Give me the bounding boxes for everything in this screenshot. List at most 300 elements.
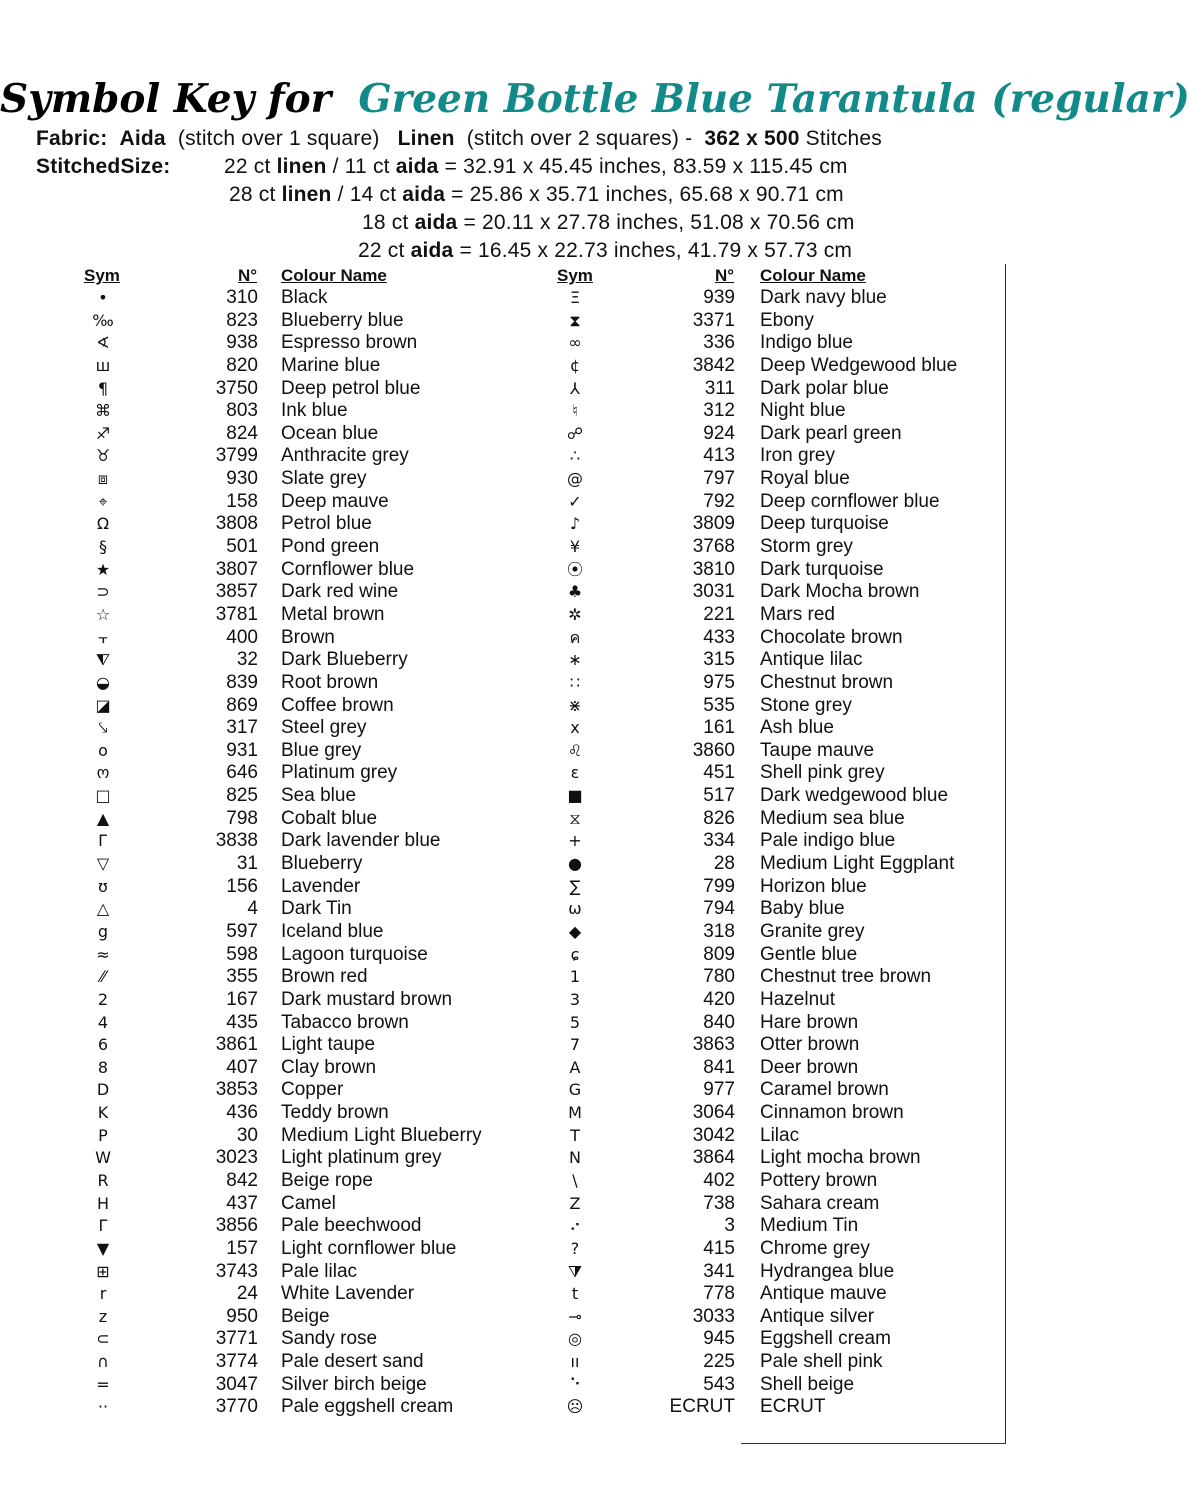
stitched-size-line <box>229 183 844 207</box>
colour-number: 3808 <box>215 513 258 535</box>
symbol: ∞ <box>568 333 582 353</box>
colour-number: 3768 <box>692 536 735 558</box>
size-aida: aida <box>414 211 458 234</box>
colour-name: Pottery brown <box>760 1169 878 1191</box>
colour-number: 840 <box>703 1011 735 1033</box>
symbol: § <box>99 537 107 557</box>
colour-name: Pale shell pink <box>760 1351 883 1373</box>
colour-name: Storm grey <box>760 536 853 558</box>
colour-name: Blueberry <box>281 853 363 875</box>
colour-number: 597 <box>226 920 258 942</box>
colour-number: ECRUT <box>669 1396 735 1418</box>
symbol: R <box>97 1170 109 1190</box>
colour-number: 977 <box>703 1079 735 1101</box>
colour-name: Black <box>281 287 328 308</box>
symbol: ¥ <box>569 537 581 557</box>
colour-name: Beige rope <box>281 1169 373 1191</box>
colour-name: Root brown <box>281 671 379 693</box>
colour-name: Cornflower blue <box>281 558 415 580</box>
symbol: = <box>96 1374 110 1394</box>
symbol: ⊂ <box>96 1329 110 1349</box>
colour-number: 3031 <box>692 581 735 603</box>
colour-name: Gentle blue <box>760 943 858 965</box>
symbol: ☍ <box>566 423 584 443</box>
size-dims: = 20.11 x 27.78 inches, 51.08 x 70.56 cm <box>463 211 855 234</box>
symbol: ω <box>568 899 582 919</box>
colour-number: 32 <box>236 649 258 671</box>
symbol: @ <box>567 469 583 489</box>
colour-name: Taupe mauve <box>760 739 875 761</box>
colour-number: 3799 <box>215 445 258 467</box>
colour-name: Ink blue <box>281 400 348 422</box>
symbol: r <box>99 1284 107 1304</box>
symbol: ★ <box>95 559 111 579</box>
colour-number: 3807 <box>215 558 258 580</box>
symbol: P <box>98 1125 108 1145</box>
colour-name: Lavender <box>281 875 361 897</box>
colour-number: 950 <box>226 1305 258 1327</box>
header-num: N° <box>715 266 735 285</box>
colour-number: 778 <box>703 1283 735 1305</box>
colour-number: 3842 <box>692 354 735 376</box>
colour-name: Pale indigo blue <box>760 830 896 852</box>
symbol: ◒ <box>96 672 110 692</box>
colour-number: 336 <box>703 332 735 354</box>
symbol: ♌ <box>567 740 583 760</box>
size-linen: linen <box>281 183 332 206</box>
header-sym: Sym <box>84 266 120 285</box>
colour-name: Dark mustard brown <box>281 988 453 1010</box>
colour-name: Deep cornflower blue <box>760 490 940 512</box>
symbol: D <box>96 1080 110 1100</box>
colour-name: Platinum grey <box>281 762 398 784</box>
colour-number: 420 <box>703 988 735 1010</box>
symbol: ʊ <box>98 876 108 896</box>
colour-number: 3860 <box>692 739 735 761</box>
header-sym: Sym <box>557 266 593 285</box>
symbol: N <box>569 1148 581 1168</box>
symbol: \ <box>572 1170 578 1190</box>
symbol: 8 <box>97 1057 109 1077</box>
colour-number: 738 <box>703 1192 735 1214</box>
symbol: ε <box>570 763 580 783</box>
colour-number: 3863 <box>692 1034 735 1056</box>
symbol: 1 <box>569 967 581 987</box>
symbol: ⌖ <box>98 491 108 511</box>
symbol: ⧗ <box>569 310 581 330</box>
symbol: ⫟ <box>98 627 108 647</box>
symbol: ? <box>570 1238 580 1258</box>
colour-number: 433 <box>703 626 735 648</box>
symbol: ♣ <box>567 582 583 602</box>
size-count: 22 ct <box>358 239 405 262</box>
symbol: ☹ <box>566 1397 584 1417</box>
colour-number: 924 <box>703 422 735 444</box>
symbol: ▲ <box>96 808 110 828</box>
symbol: ♮ <box>572 401 578 421</box>
fabric-stitches: Stitches <box>805 127 882 150</box>
size-mid: / 11 ct <box>332 155 390 178</box>
colour-name: Light taupe <box>281 1034 376 1056</box>
colour-number: 451 <box>703 762 735 784</box>
symbol: G <box>568 1080 582 1100</box>
size-linen: linen <box>276 155 327 178</box>
colour-name: Chestnut tree brown <box>760 966 932 988</box>
symbol: ⋇ <box>568 695 582 715</box>
symbol: ≈ <box>96 944 110 964</box>
symbol: ค <box>569 627 581 647</box>
colour-number: 28 <box>713 853 735 875</box>
stitched-size-line <box>358 239 852 263</box>
fabric-aida: Aida <box>119 127 166 150</box>
symbol: 6 <box>97 1035 109 1055</box>
symbol: ☆ <box>95 604 111 624</box>
colour-number: 3857 <box>215 581 258 603</box>
colour-number: 799 <box>703 875 735 897</box>
symbol: ⅄ <box>570 378 580 398</box>
colour-number: 841 <box>703 1056 735 1078</box>
symbol: M <box>568 1103 582 1123</box>
colour-name: Light platinum grey <box>281 1147 442 1169</box>
symbol: + <box>568 831 582 851</box>
fabric-linen-note: (stitch over 2 squares) - <box>466 127 693 150</box>
colour-name: Dark lavender blue <box>281 830 441 852</box>
symbol: ∢ <box>96 333 110 353</box>
colour-name: Antique lilac <box>760 649 863 671</box>
colour-number: 3810 <box>692 558 735 580</box>
colour-name: Ash blue <box>760 717 834 739</box>
symbol: ▼ <box>96 1238 110 1258</box>
colour-name: Royal blue <box>760 468 850 490</box>
symbol: Γ <box>98 1216 108 1236</box>
colour-number: 3864 <box>692 1147 735 1169</box>
symbol: ⧖ <box>569 808 581 828</box>
symbol: ⦿ <box>566 559 583 579</box>
colour-name: Iron grey <box>760 445 835 467</box>
colour-name: Hydrangea blue <box>760 1260 895 1282</box>
colour-number: 939 <box>703 287 735 308</box>
colour-name: Chrome grey <box>760 1237 870 1259</box>
symbol: ▽ <box>96 854 110 874</box>
colour-name: Dark navy blue <box>760 287 887 308</box>
symbol: x <box>570 718 580 738</box>
colour-number: 341 <box>703 1260 735 1282</box>
colour-number: 3033 <box>692 1305 735 1327</box>
colour-number: 3771 <box>215 1328 258 1350</box>
colour-number: 310 <box>226 287 258 308</box>
colour-name: Anthracite grey <box>281 445 409 467</box>
colour-name: Dark polar blue <box>760 377 889 399</box>
colour-number: 225 <box>703 1351 735 1373</box>
size-count: 22 ct <box>224 155 271 178</box>
colour-name: Brown red <box>281 966 368 988</box>
colour-name: Light cornflower blue <box>281 1237 457 1259</box>
colour-number: 402 <box>703 1169 735 1191</box>
border-line-vertical <box>1005 264 1006 1444</box>
colour-name: Teddy brown <box>281 1102 389 1124</box>
size-mid: / 14 ct <box>337 183 397 206</box>
size-dims: = 25.86 x 35.71 inches, 65.68 x 90.71 cm <box>451 183 844 206</box>
colour-number: 437 <box>226 1192 258 1214</box>
colour-name: Mars red <box>760 603 835 625</box>
colour-number: 825 <box>226 785 258 807</box>
colour-name: White Lavender <box>281 1283 415 1305</box>
header-colour-name: Colour Name <box>760 266 866 285</box>
colour-name: Eggshell cream <box>760 1328 891 1350</box>
symbol: ◆ <box>568 921 582 941</box>
colour-number: 517 <box>703 785 735 807</box>
colour-name: Ebony <box>760 309 814 331</box>
symbol: g <box>97 921 109 941</box>
colour-name: Clay brown <box>281 1056 377 1078</box>
symbol: ✲ <box>568 604 582 624</box>
colour-number: 415 <box>703 1237 735 1259</box>
symbol: W <box>95 1148 111 1168</box>
symbol: ⧨ <box>95 650 111 670</box>
colour-number: 501 <box>226 536 258 558</box>
colour-name: Chocolate brown <box>760 626 903 648</box>
colour-number: 598 <box>226 943 258 965</box>
colour-name: Coffee brown <box>281 694 394 716</box>
colour-name: ECRUT <box>760 1396 826 1418</box>
colour-number: 3371 <box>692 309 735 331</box>
size-aida: aida <box>402 183 446 206</box>
colour-number: 792 <box>703 490 735 512</box>
colour-number: 158 <box>226 490 258 512</box>
colour-number: 869 <box>226 694 258 716</box>
colour-number: 317 <box>226 717 258 739</box>
stitched-size-line <box>224 155 848 179</box>
colour-number: 842 <box>226 1169 258 1191</box>
colour-name: Dark turquoise <box>760 558 884 580</box>
colour-number: 3750 <box>215 377 258 399</box>
colour-number: 820 <box>226 354 258 376</box>
colour-number: 436 <box>226 1102 258 1124</box>
symbol: ✓ <box>568 491 582 511</box>
colour-number: 823 <box>226 309 258 331</box>
colour-number: 318 <box>703 920 735 942</box>
symbol: K <box>97 1103 109 1123</box>
colour-number: 826 <box>703 807 735 829</box>
colour-name: Slate grey <box>281 468 367 490</box>
colour-name: Blueberry blue <box>281 309 404 331</box>
colour-number: 435 <box>226 1011 258 1033</box>
fabric-line <box>36 127 882 151</box>
symbol: H <box>96 1193 110 1213</box>
symbol: ⧈ <box>97 469 109 489</box>
colour-number: 3809 <box>692 513 735 535</box>
size-count: 18 ct <box>362 211 409 234</box>
colour-name: Pale beechwood <box>281 1215 422 1237</box>
fabric-label: Fabric: <box>36 127 108 150</box>
colour-number: 938 <box>226 332 258 354</box>
colour-name: Pond green <box>281 536 380 558</box>
colour-name: Pale lilac <box>281 1260 358 1282</box>
colour-number: 930 <box>226 468 258 490</box>
symbol: ♐ <box>95 423 111 443</box>
symbol: 2 <box>97 989 109 1009</box>
colour-name: Pale desert sand <box>281 1351 424 1373</box>
colour-number: 3 <box>724 1215 735 1237</box>
colour-number: 797 <box>703 468 735 490</box>
symbol: ო <box>96 763 110 783</box>
colour-name: Medium Tin <box>760 1215 859 1237</box>
symbol: ⁄⁄ <box>100 967 106 987</box>
symbol: ■ <box>567 786 583 806</box>
colour-name: Medium Light Eggplant <box>760 853 955 875</box>
colour-number: 3781 <box>215 603 258 625</box>
colour-name: Brown <box>281 626 335 648</box>
symbol: ɕ <box>570 944 580 964</box>
colour-name: Silver birch beige <box>281 1373 427 1395</box>
colour-number: 543 <box>703 1373 735 1395</box>
symbol: ⊸ <box>568 1306 582 1326</box>
colour-name: Petrol blue <box>281 513 372 535</box>
symbol: ⌘ <box>95 401 111 421</box>
colour-number: 400 <box>226 626 258 648</box>
symbol: 3 <box>569 989 581 1009</box>
colour-name: Steel grey <box>281 717 367 739</box>
colour-name: Espresso brown <box>281 332 418 354</box>
symbol: T <box>570 1125 580 1145</box>
symbol: ∴ <box>569 446 581 466</box>
colour-number: 3042 <box>692 1124 735 1146</box>
colour-name: Dark Mocha brown <box>760 581 920 603</box>
symbol: Ω <box>96 514 110 534</box>
symbol: ¶ <box>97 378 109 398</box>
colour-name: Cobalt blue <box>281 807 378 829</box>
symbol: ∗ <box>568 650 582 670</box>
colour-name: Lagoon turquoise <box>281 943 428 965</box>
fabric-linen: Linen <box>397 127 455 150</box>
colour-name: Beige <box>281 1305 330 1327</box>
colour-number: 167 <box>226 988 258 1010</box>
colour-name: Camel <box>281 1192 336 1214</box>
colour-name: Chestnut brown <box>760 671 894 693</box>
symbol: o <box>98 740 108 760</box>
colour-name: Marine blue <box>281 354 381 376</box>
symbol: ⊞ <box>96 1261 110 1281</box>
colour-number: 161 <box>703 717 735 739</box>
colour-name: Deep mauve <box>281 490 389 512</box>
colour-number: 315 <box>703 649 735 671</box>
colour-name: Antique silver <box>760 1305 875 1327</box>
colour-name: Sahara cream <box>760 1192 880 1214</box>
symbol: Ξ <box>569 288 581 307</box>
symbol: ◎ <box>568 1329 582 1349</box>
colour-number: 931 <box>226 739 258 761</box>
symbol: ш <box>95 355 111 375</box>
colour-name: Medium Light Blueberry <box>281 1124 482 1146</box>
colour-number: 334 <box>703 830 735 852</box>
colour-name: Ocean blue <box>281 422 379 444</box>
fabric-dims: 362 x 500 <box>704 127 800 150</box>
colour-name: Blue grey <box>281 739 362 761</box>
symbol: Г <box>98 831 108 851</box>
symbol: ◪ <box>95 695 111 715</box>
symbol: ·· <box>97 1397 109 1417</box>
colour-number: 3856 <box>215 1215 258 1237</box>
colour-number: 221 <box>703 603 735 625</box>
colour-number: 535 <box>703 694 735 716</box>
colour-number: 157 <box>226 1237 258 1259</box>
title-prefix: Symbol Key for <box>0 76 332 122</box>
colour-name: Dark pearl green <box>760 422 902 444</box>
colour-number: 31 <box>236 853 258 875</box>
stitched-size-line <box>362 211 855 235</box>
size-dims: = 32.91 x 45.45 inches, 83.59 x 115.45 cm <box>444 155 848 178</box>
colour-name: Sandy rose <box>281 1328 378 1350</box>
colour-name: Indigo blue <box>760 332 853 354</box>
colour-name: Deep Wedgewood blue <box>760 354 958 376</box>
colour-name: Shell pink grey <box>760 762 885 784</box>
symbol: ∷ <box>569 672 581 692</box>
colour-name: Shell beige <box>760 1373 855 1395</box>
header-colour-name: Colour Name <box>281 266 387 285</box>
symbol: △ <box>96 899 110 919</box>
colour-number: 3774 <box>215 1351 258 1373</box>
colour-name: Stone grey <box>760 694 852 716</box>
colour-number: 312 <box>703 400 735 422</box>
colour-number: 355 <box>226 966 258 988</box>
colour-number: 30 <box>236 1124 258 1146</box>
colour-number: 407 <box>226 1056 258 1078</box>
stitched-size-label: StitchedSize: <box>36 155 171 178</box>
symbol: ∑ <box>569 876 581 896</box>
symbol: A <box>569 1057 581 1077</box>
symbol: ⧩ <box>567 1261 583 1281</box>
symbol: ● <box>568 854 582 874</box>
symbol: 4 <box>97 1012 109 1032</box>
colour-name: Antique mauve <box>760 1283 887 1305</box>
colour-name: Baby blue <box>760 898 845 920</box>
colour-name: Dark red wine <box>281 581 399 603</box>
symbol: Z <box>569 1193 581 1213</box>
colour-name: Tabacco brown <box>281 1011 409 1033</box>
colour-name: Hazelnut <box>760 988 835 1010</box>
colour-name: Caramel brown <box>760 1079 889 1101</box>
symbol: ⠑ <box>569 1374 581 1394</box>
colour-number: 803 <box>226 400 258 422</box>
colour-name: Night blue <box>760 400 846 422</box>
symbol: t <box>571 1284 579 1304</box>
symbol: □ <box>95 786 111 806</box>
colour-number: 780 <box>703 966 735 988</box>
colour-number: 975 <box>703 671 735 693</box>
symbol: ∩ <box>97 1352 109 1372</box>
symbol: z <box>98 1306 108 1326</box>
colour-number: 839 <box>226 671 258 693</box>
header-num: N° <box>238 266 258 285</box>
colour-number: 3770 <box>215 1396 258 1418</box>
colour-name: Hare brown <box>760 1011 859 1033</box>
colour-name: Dark Tin <box>281 898 352 920</box>
symbol: ⠔ <box>569 1216 581 1236</box>
symbol: ‰ <box>92 310 114 330</box>
size-count: 28 ct <box>229 183 276 206</box>
colour-number: 311 <box>704 377 735 399</box>
colour-number: 413 <box>703 445 735 467</box>
colour-number: 3064 <box>692 1102 735 1124</box>
colour-name: Granite grey <box>760 920 865 942</box>
colour-name: Iceland blue <box>281 920 384 942</box>
size-aida: aida <box>410 239 454 262</box>
symbol: 7 <box>569 1035 581 1055</box>
colour-name: Light mocha brown <box>760 1147 921 1169</box>
symbol: ♪ <box>569 514 581 534</box>
colour-number: 156 <box>226 875 258 897</box>
symbol: ♉ <box>95 446 111 466</box>
